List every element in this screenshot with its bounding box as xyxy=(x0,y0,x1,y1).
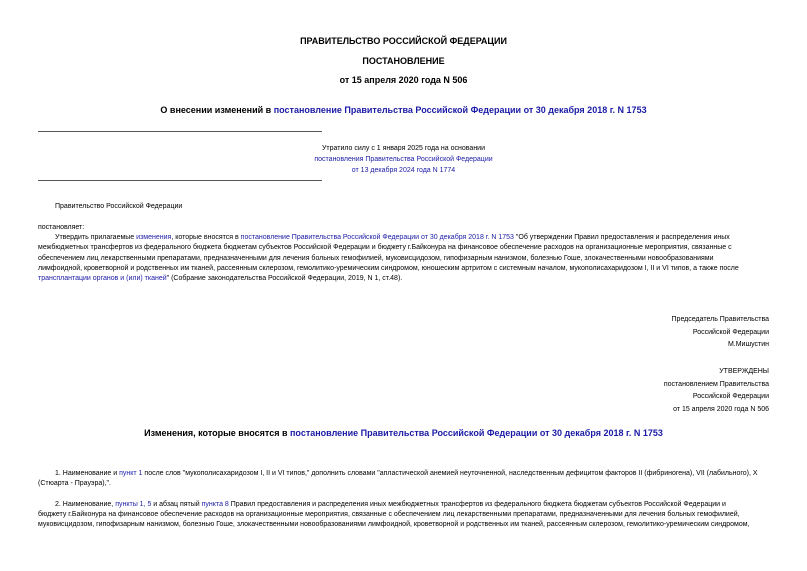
title-link[interactable]: постановление Правительства Российской Федерации от 30 декабря 2018 г. N 1753 xyxy=(273,105,647,115)
item1-line2: (Стюарта - Прауэра),". xyxy=(38,480,111,487)
decree-1753-link[interactable]: постановление Правительства Российской Федерации от 30 декабря 2018 г. N 1753 xyxy=(240,234,514,241)
decree-word: постановляет: xyxy=(38,224,85,231)
title-prefix: О внесении изменений в xyxy=(160,105,274,115)
approval-block xyxy=(664,366,769,416)
signature-position-1: Председатель Правительства xyxy=(671,316,769,323)
issuer: Правительство Российской Федерации xyxy=(55,203,183,210)
para1-line2: межбюджетных трансфертов из федерального бюджета бюджетам субъектов Российской Федерации и бюджету г.Байконура на финансовое обеспечение расходов на организационные мероприятия, связанные с xyxy=(38,244,732,251)
item1-point1-link[interactable]: пункт 1 xyxy=(119,470,143,477)
approved-word: УТВЕРЖДЕНЫ xyxy=(719,368,769,375)
item2-point8-link[interactable]: пункта 8 xyxy=(201,501,229,508)
item1-line1: 1. Наименование и пункт 1 после слов "мукополисахаридозом I, II и VI типов," дополнить словами "апластической анемией неуточненной, наследственным дефицитом факторов II (фибриногена), VII (лабильного), X xyxy=(55,470,758,477)
item2-line1: 2. Наименование, пункты 1, 5 и абзац пятый пункта 8 Правил предоставления и распределения иных межбюджетных трансфертов из федерального бюджета бюджетам субъектов Российской Федерации и xyxy=(55,501,726,508)
divider-top xyxy=(38,131,322,132)
item2-line2: бюджету г.Байконура на финансовое обеспечение расходов на организационные мероприятия, связанные с обеспечением лиц лекарственными препаратами, предназначенными для лечения больных гемофилией, xyxy=(38,511,740,518)
para1-line1: Утвердить прилагаемые изменения, которые вносятся в постановление Правительства Российской Федерации от 30 декабря 2018 г. N 1753 "Об утверждении Правил предоставления и распределения иных xyxy=(55,234,730,241)
approved-country: Российской Федерации xyxy=(692,393,769,400)
item2-points-link[interactable]: пункты 1, 5 xyxy=(115,501,152,508)
status-link-date[interactable]: от 13 декабря 2024 года N 1774 xyxy=(351,167,456,174)
changes-title xyxy=(0,428,807,438)
transplant-link[interactable]: трансплантации органов и (или) тканей xyxy=(38,275,167,282)
changes-title-prefix: Изменения, которые вносятся в xyxy=(144,428,290,438)
para1-line3: обеспечением лиц лекарственными препаратами, предназначенными для лечения больных гемофилией, муковисцидозом, гипофизарным нанизмом, болезнью Гоше, злокачественными новообразованиями xyxy=(38,255,714,262)
changes-link[interactable]: изменения xyxy=(136,234,172,241)
para1-line4: лимфоидной, кроветворной и родственных им тканей, рассеянным склерозом, гемолитико-уремическим синдромом, юношеским артритом с системным началом, мукополисахаридозом I, II и VI типов, а также после xyxy=(38,265,739,272)
approved-date: от 15 апреля 2020 года N 506 xyxy=(673,405,769,413)
status-line: Утратило силу с 1 января 2025 года на основании xyxy=(321,145,486,152)
divider-bottom xyxy=(38,180,322,181)
document-type: ПОСТАНОВЛЕНИЕ xyxy=(362,56,445,66)
para1-line5: трансплантации органов и (или) тканей" (Собрание законодательства Российской Федерации, 2019, N 1, ст.48). xyxy=(38,275,403,282)
document-title xyxy=(0,105,807,115)
document-date-number: от 15 апреля 2020 года N 506 xyxy=(339,75,468,85)
status-link-decree[interactable]: постановления Правительства Российской Федерации xyxy=(314,156,493,163)
approved-by: постановлением Правительства xyxy=(663,380,769,388)
status-note xyxy=(0,143,807,176)
changes-title-link[interactable]: постановление Правительства Российской Федерации от 30 декабря 2018 г. N 1753 xyxy=(290,428,663,438)
signature-position-2: Российской Федерации xyxy=(692,328,769,336)
government-heading: ПРАВИТЕЛЬСТВО РОССИЙСКОЙ ФЕДЕРАЦИИ xyxy=(300,36,507,46)
item2-line3: муковисцидозом, гипофизарным нанизмом, болезнью Гоше, злокачественными новообразованиями лимфоидной, кроветворной и родственных им тканей, рассеянным склерозом, гемолитико-уремическим синдромом, xyxy=(38,521,750,528)
signature-block xyxy=(672,314,769,352)
signature-name: М.Мишустин xyxy=(727,341,769,348)
